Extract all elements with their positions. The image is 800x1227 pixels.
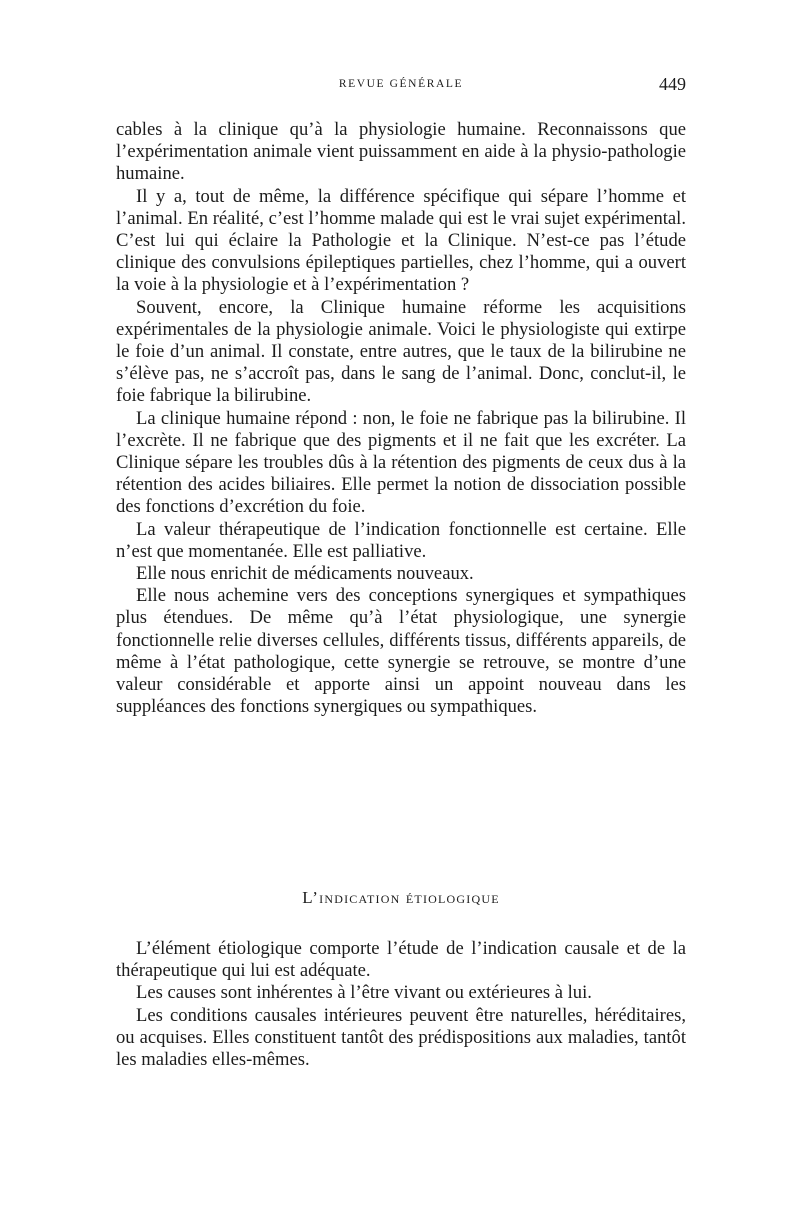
paragraph: Elle nous achemine vers des conceptions synergiques et sympathiques plus étendues. De même qu’à l’état physiologique, une synergie fonctionnelle relie diverses cellules, différents tissus, différents appareils, de même à l’état pathologique, cette synergie se retrouve, se montre d’une valeur considérable et apporte ainsi un appoint nouveau dans les suppléances des fonctions synergiques ou sympathiques. [116,585,686,718]
paragraph-continuation: cables à la clinique qu’à la physiologie humaine. Reconnaissons que l’expérimentation animale vient puissamment en aide à la physio-pathologie humaine. [116,119,686,185]
section-text [116,938,686,1071]
paragraph: L’élément étiologique comporte l’étude de l’indication causale et de la thérapeutique qui lui est adéquate. [116,938,686,982]
paragraph: Elle nous enrichit de médicaments nouveaux. [136,563,474,585]
page-number: 449 [659,74,686,94]
paragraph: Il y a, tout de même, la différence spécifique qui sépare l’homme et l’animal. En réalité, c’est l’homme malade qui est le vrai sujet expérimental. C’est lui qui éclaire la Pathologie et la Clinique. N’est-ce pas l’étude clinique des convulsions épileptiques partielles, chez l’homme, qui a ouvert la voie à la physiologie et à l’expérimentation ? [116,185,686,296]
running-title: REVUE GÉNÉRALE [338,78,464,90]
paragraph: Souvent, encore, la Clinique humaine réforme les acquisitions expérimentales de la physiologie animale. Voici le physiologiste qui extirpe le foie d’un animal. Il constate, entre autres, que le taux de la bilirubine ne s’élève pas, ne s’accroît pas, dans le sang de l’animal. Donc, conclut-il, le foie fabrique la bilirubine. [116,296,686,407]
body-text [116,119,686,718]
paragraph: Les causes sont inhérentes à l’être vivant ou extérieures à lui. [136,982,592,1004]
paragraph: La valeur thérapeutique de l’indication fonctionnelle est certaine. Elle n’est que momentanée. Elle est palliative. [116,518,686,562]
running-head [116,74,686,96]
paragraph: La clinique humaine répond : non, le foie ne fabrique pas la bilirubine. Il l’excrète. Il ne fabrique que des pigments et il ne fait que les excréter. La Clinique sépare les troubles dûs à la rétention des pigments de ceux dus à la rétention des acides biliaires. Elle permet la notion de dissociation possible des fonctions d’excrétion du foie. [116,407,686,518]
section-heading [116,888,686,908]
paragraph: Les conditions causales intérieures peuvent être naturelles, héréditaires, ou acquises. Elles constituent tantôt des prédispositions aux maladies, tantôt les maladies elles-mêmes. [116,1004,686,1071]
section-heading-text: L’indication étiologique [302,888,500,907]
